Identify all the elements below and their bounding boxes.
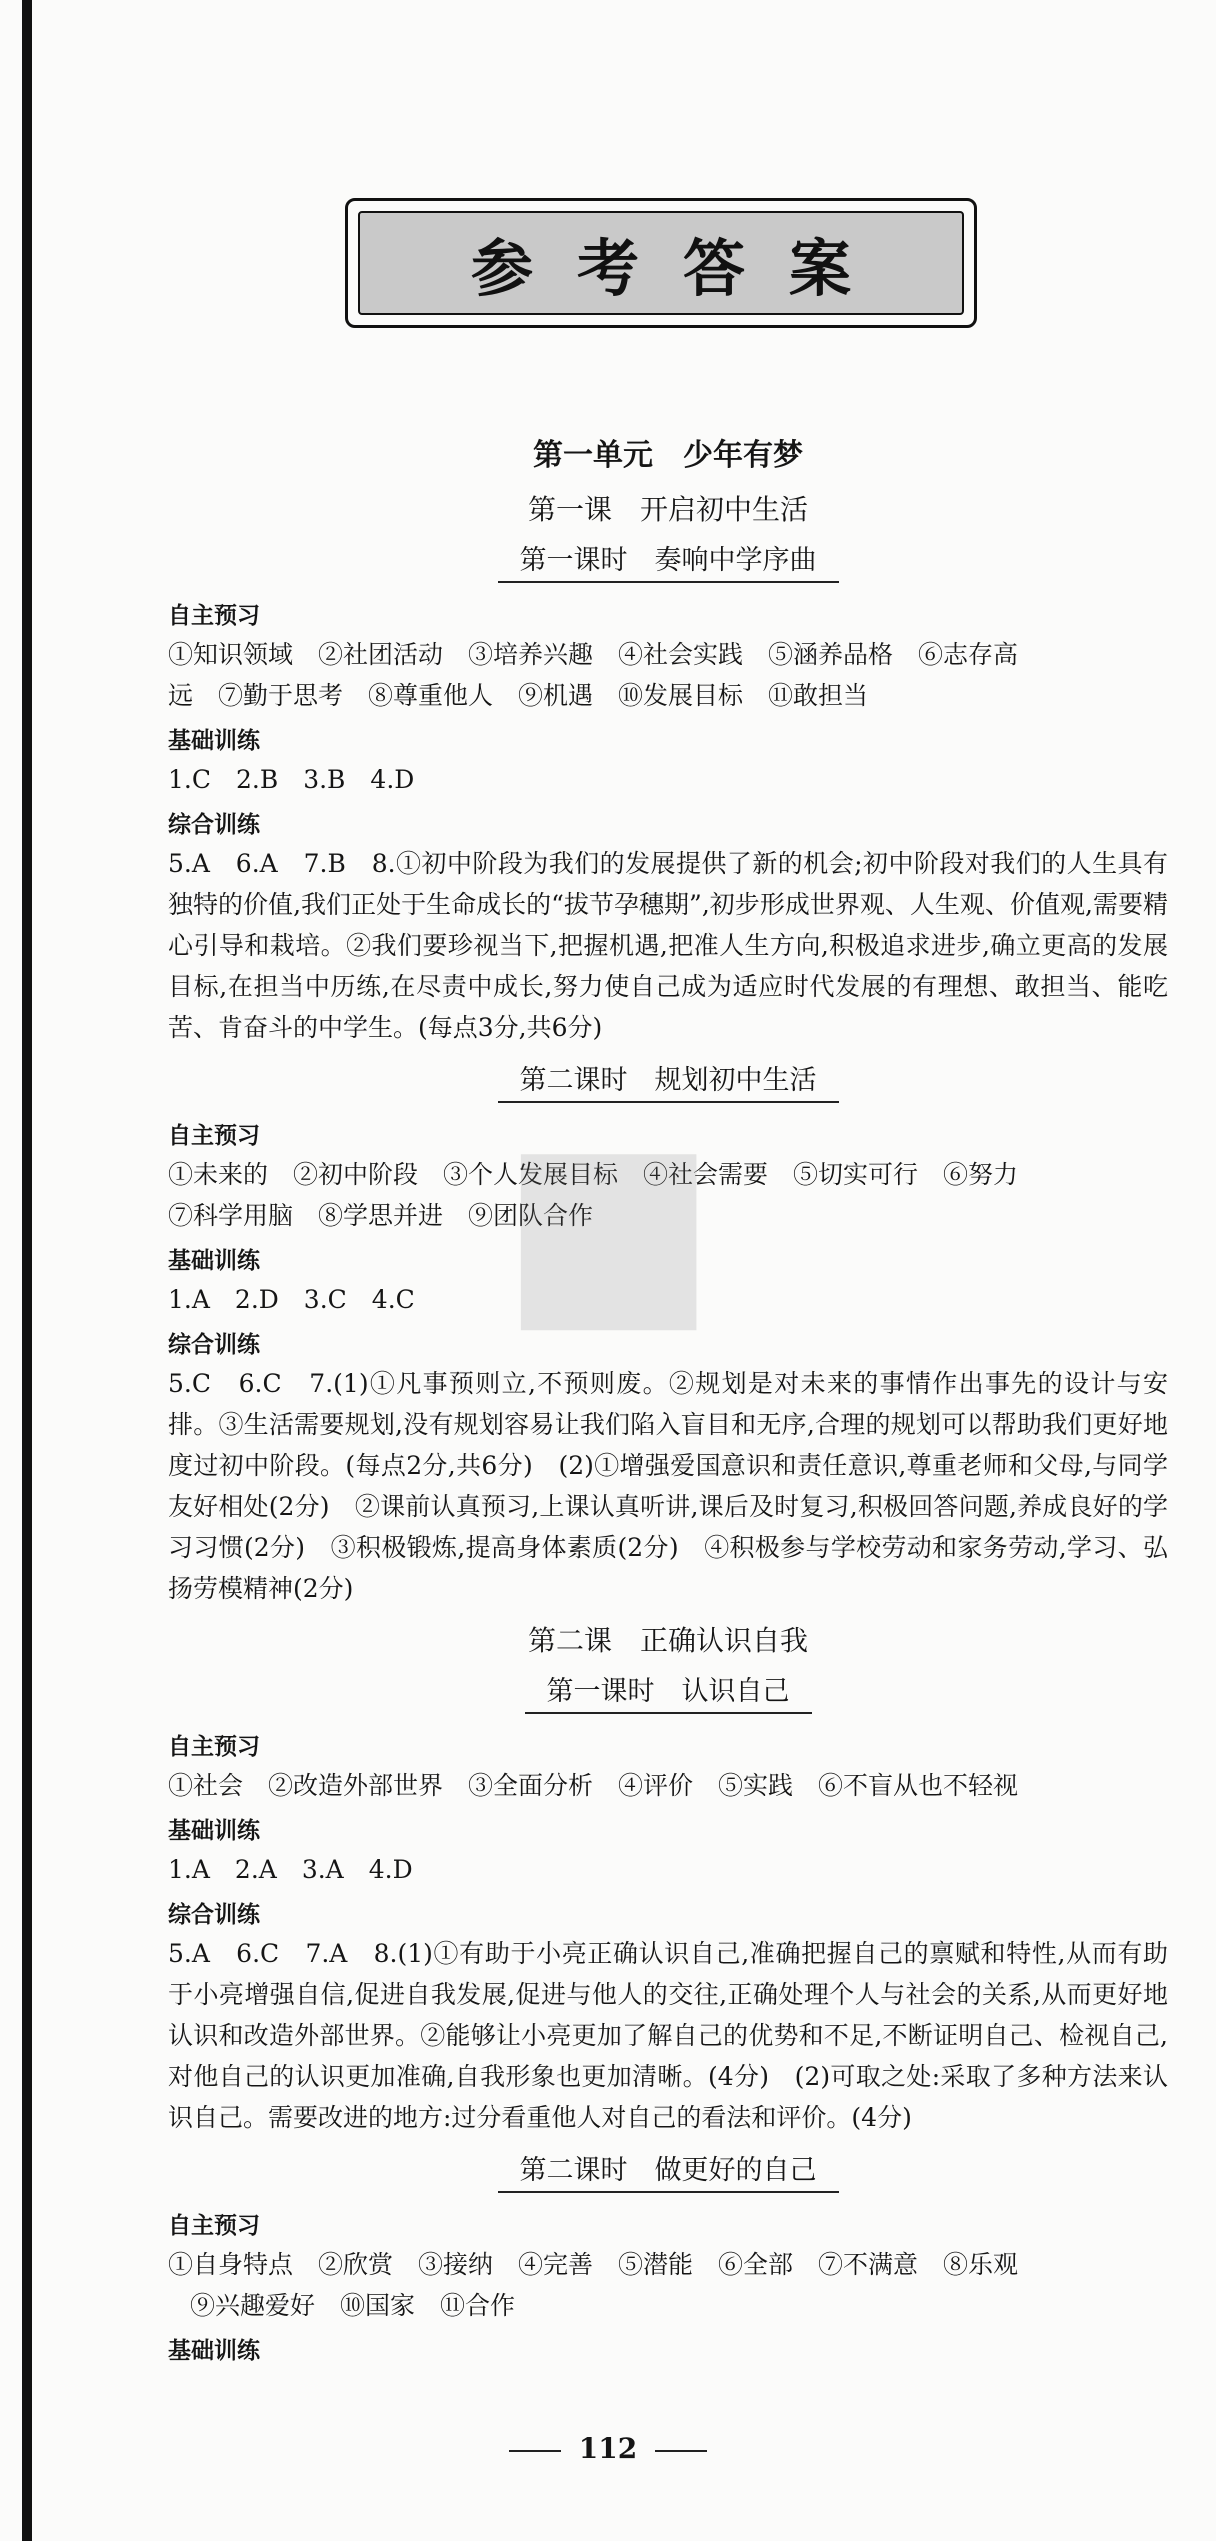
answer-line: ①知识领域 ②社团活动 ③培养兴趣 ④社会实践 ⑤涵养品格 ⑥志存高 (168, 640, 1019, 669)
section-label: 自主预习 (168, 603, 260, 629)
page-title: 参考答案 (470, 231, 895, 305)
answer-line: ①社会 ②改造外部世界 ③全面分析 ④评价 ⑤实践 ⑥不盲从也不轻视 (168, 1771, 1019, 1800)
answer-paragraph: 5.C 6.C 7.(1)①凡事预则立,不预则废。②规划是对未来的事情作出事先的设计与安排。③生活需要规划,没有规划容易让我们陷入盲目和无序,合理的规划可以帮助我们更好地度过初中阶段。(每点2分,共6分) (2)①增强爱国意识和责任意识,尊重老师和父母,与同学友好相处(2分) ②课前认真预习,上课认真听讲,课后及时复习,积极回答问题,养成良好的学习习惯(2分) ③积极锻炼,提高身体素质(2分) ④积极参与学校劳动和家务劳动,学习、弘扬劳模精神(2分) (168, 1369, 1169, 1603)
answer-line: ①自身特点 ②欣赏 ③接纳 ④完善 ⑤潜能 ⑥全部 ⑦不满意 ⑧乐观 (168, 2250, 1019, 2279)
period-title-text: 第一课时 奏响中学序曲 (498, 538, 839, 583)
answer-line: 远 ⑦勤于思考 ⑧尊重他人 ⑨机遇 ⑩发展目标 ⑪敢担当 (168, 681, 869, 710)
book-spine-edge (22, 0, 32, 2541)
period-title (168, 2148, 1168, 2193)
section-label: 综合训练 (168, 1902, 260, 1928)
unit-title: 第一单元 少年有梦 (533, 438, 803, 473)
period-title-text: 第二课时 做更好的自己 (498, 2148, 839, 2193)
answer-line: 1.A 2.A 3.A 4.D (168, 1855, 413, 1884)
answer-line: ⑦科学用脑 ⑧学思并进 ⑨团队合作 (168, 1201, 594, 1230)
section-label: 综合训练 (168, 1332, 260, 1358)
lesson-title: 第一课 开启初中生活 (527, 493, 808, 526)
section-label: 基础训练 (168, 728, 260, 754)
answer-paragraph: 5.A 6.C 7.A 8.(1)①有助于小亮正确认识自己,准确把握自己的禀赋和特性,从而有助于小亮增强自信,促进自我发展,促进与他人的交往,正确处理个人与社会的关系,从而更好地认识和改造外部世界。②能够让小亮更加了解自己的优势和不足,不断证明自己、检视自己,对他自己的认识更加准确,自我形象也更加清晰。(4分) (2)可取之处:采取了多种方法来认识自己。需要改进的地方:过分看重他人对自己的看法和评价。(4分) (168, 1939, 1168, 2132)
section-label: 基础训练 (168, 2338, 260, 2364)
period-title (168, 1058, 1168, 1103)
lesson-title: 第二课 正确认识自我 (527, 1624, 808, 1657)
page-number-dash-right (655, 2450, 707, 2452)
page-number-value: 112 (578, 2432, 638, 2465)
page-number-dash-left (509, 2450, 561, 2452)
answer-line: 1.C 2.B 3.B 4.D (168, 765, 415, 794)
answer-line: ①未来的 ②初中阶段 ③个人发展目标 ④社会需要 ⑤切实可行 ⑥努力 (168, 1160, 1019, 1189)
answer-paragraph: 5.A 6.A 7.B 8.①初中阶段为我们的发展提供了新的机会;初中阶段对我们的人生具有独特的价值,我们正处于生命成长的“拔节孕穗期”,初步形成世界观、人生观、价值观,需要精心引导和栽培。②我们要珍视当下,把握机遇,把准人生方向,积极追求进步,确立更高的发展目标,在担当中历练,在尽责中成长,努力使自己成为适应时代发展的有理想、敢担当、能吃苦、肯奋斗的中学生。(每点3分,共6分) (168, 849, 1168, 1042)
answer-key-banner-inner (358, 211, 964, 315)
section-label: 基础训练 (168, 1818, 260, 1844)
period-title-text: 第一课时 认识自己 (525, 1669, 812, 1714)
answer-key-banner (345, 198, 977, 328)
section-label: 自主预习 (168, 1123, 260, 1149)
section-label: 自主预习 (168, 1734, 260, 1760)
page-number (0, 2432, 1216, 2465)
section-label: 综合训练 (168, 812, 260, 838)
period-title-text: 第二课时 规划初中生活 (498, 1058, 839, 1103)
watermark-mark: ■ (500, 1090, 718, 1357)
answer-content (168, 430, 1168, 2369)
answer-line: ⑨兴趣爱好 ⑩国家 ⑪合作 (190, 2291, 516, 2320)
answer-line: 1.A 2.D 3.C 4.C (168, 1285, 415, 1314)
section-label: 自主预习 (168, 2213, 260, 2239)
period-title (168, 1669, 1168, 1714)
section-label: 基础训练 (168, 1248, 260, 1274)
period-title (168, 538, 1168, 583)
